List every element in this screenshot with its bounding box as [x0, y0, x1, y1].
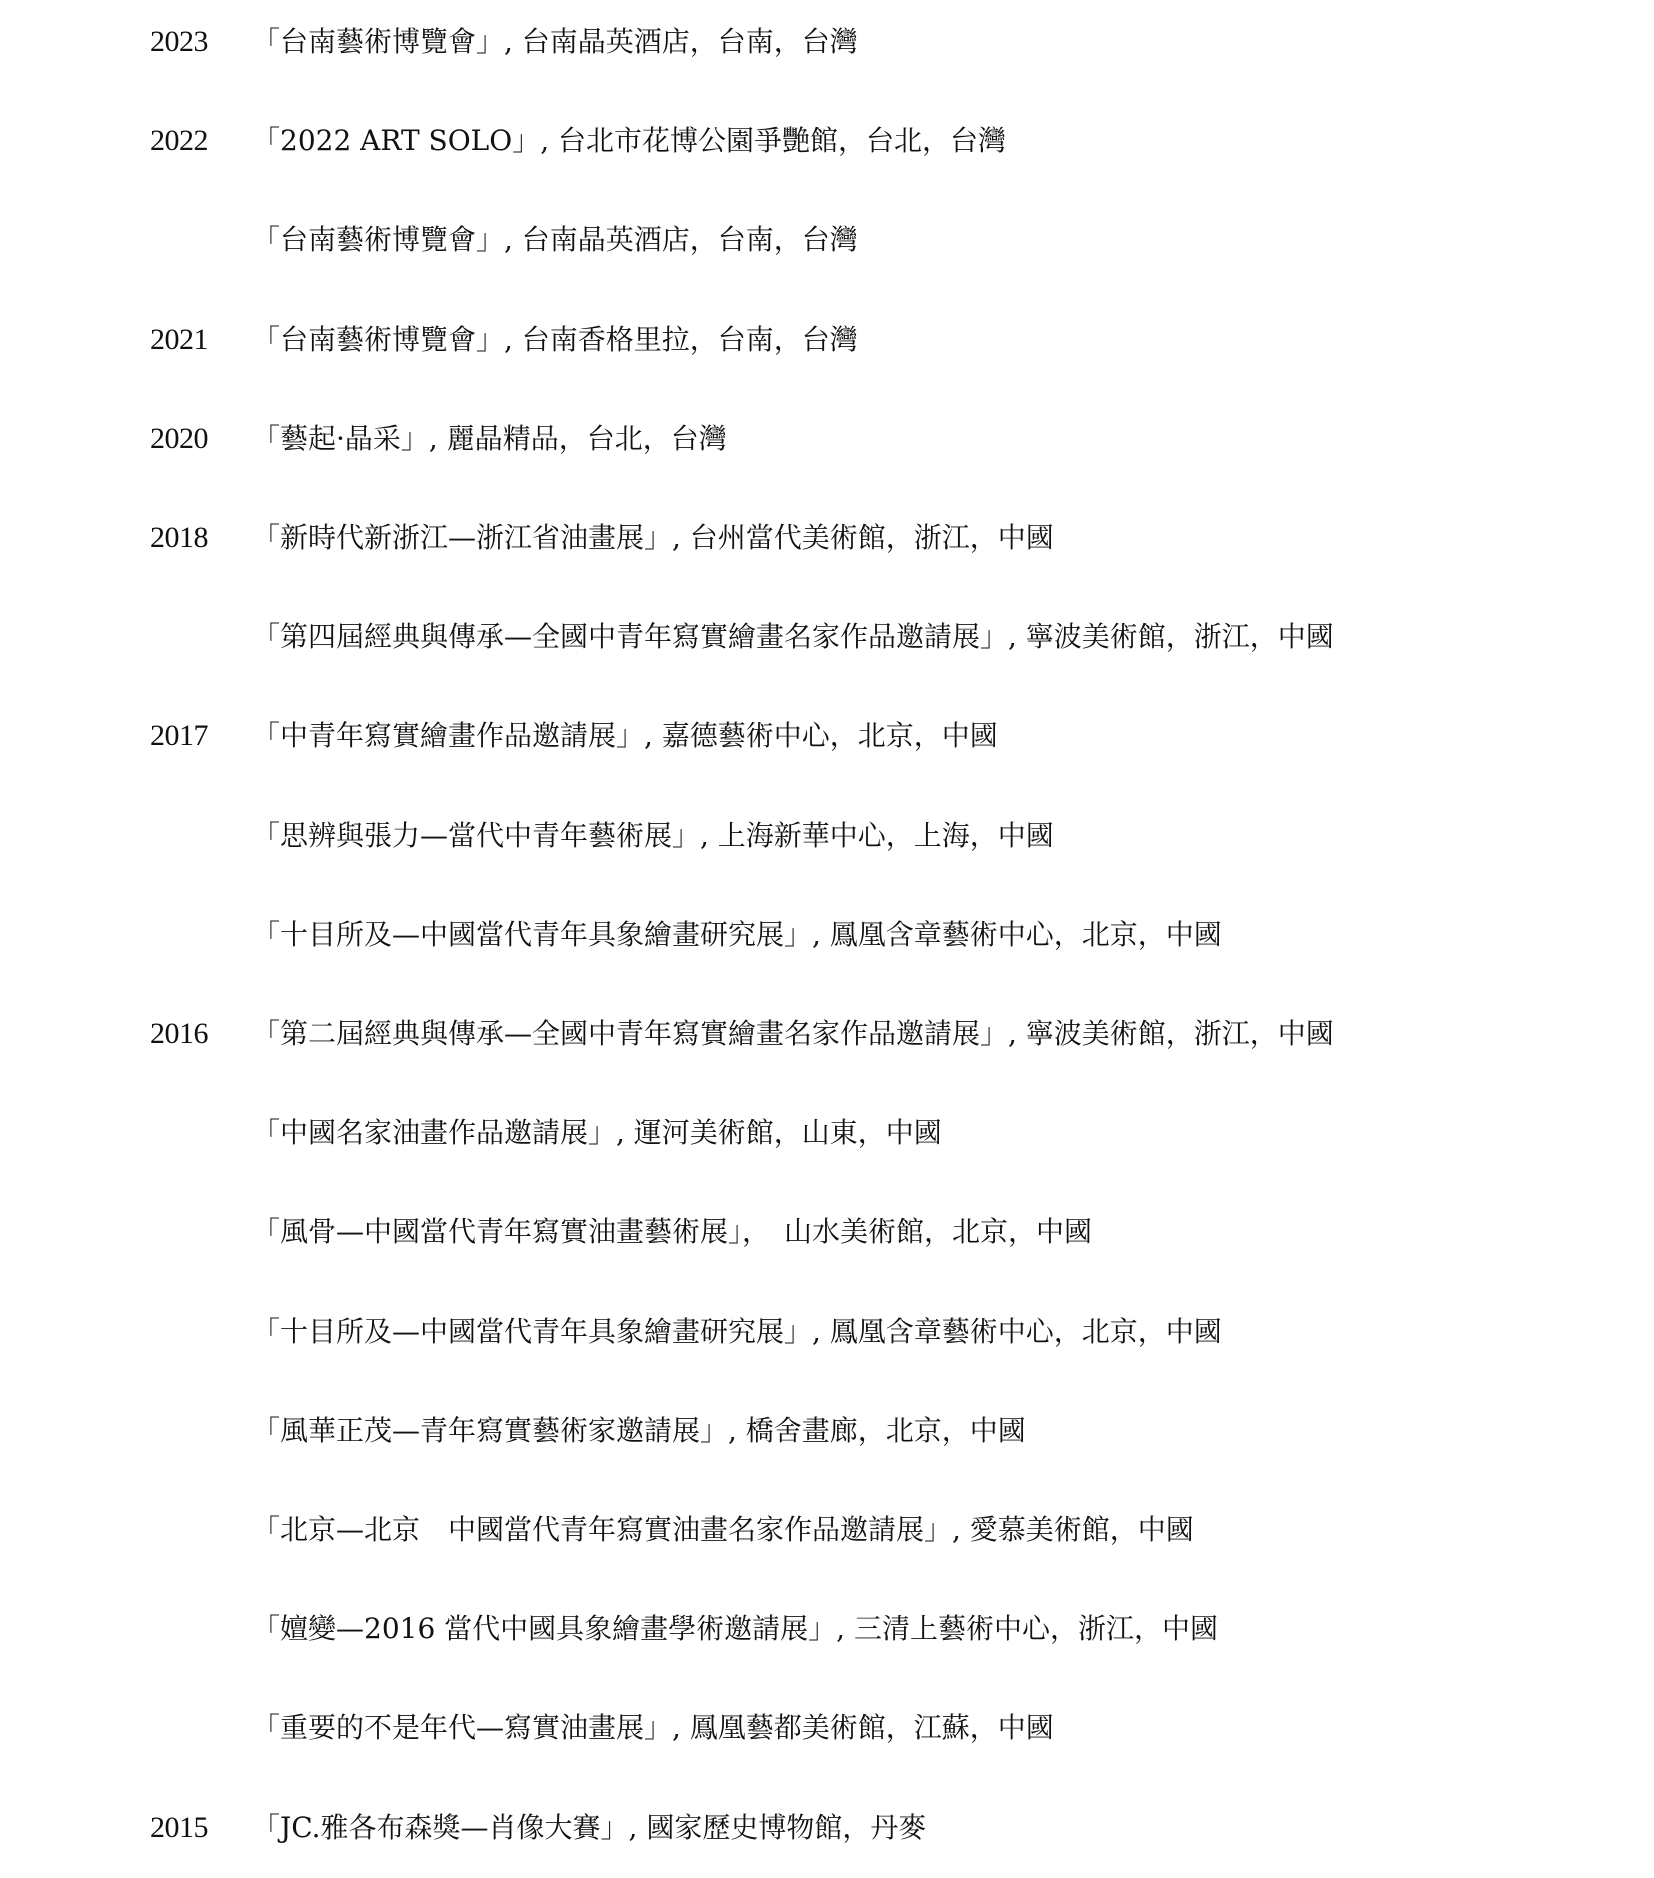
exhibition-row — [0, 1302, 1654, 1362]
exhibition-entry: 「台南藝術博覽會」, 台南晶英酒店，台南，台灣 — [252, 223, 858, 256]
exhibition-row — [0, 806, 1654, 866]
exhibition-entry: 「藝起·晶采」, 麗晶精品，台北，台灣 — [252, 422, 727, 455]
exhibition-entry: 「JC.雅各布森獎—肖像大賽」, 國家歷史博物館，丹麥 — [252, 1811, 927, 1844]
exhibition-row — [0, 1401, 1654, 1461]
exhibition-row — [0, 310, 1654, 370]
exhibition-year: 2015 — [150, 1811, 208, 1844]
exhibition-entry: 「北京—北京 中國當代青年寫實油畫名家作品邀請展」, 愛慕美術館，中國 — [252, 1513, 1194, 1546]
exhibition-entry: 「台南藝術博覽會」, 台南香格里拉，台南，台灣 — [252, 323, 858, 356]
exhibition-entry: 「中國名家油畫作品邀請展」, 運河美術館，山東，中國 — [252, 1116, 942, 1149]
exhibition-row — [0, 1599, 1654, 1659]
exhibition-entry: 「中青年寫實繪畫作品邀請展」, 嘉德藝術中心，北京，中國 — [252, 719, 998, 752]
exhibition-row — [0, 607, 1654, 667]
exhibition-row — [0, 1500, 1654, 1560]
exhibition-year: 2016 — [150, 1017, 208, 1050]
exhibition-year: 2022 — [150, 124, 208, 157]
exhibition-entry: 「風骨—中國當代青年寫實油畫藝術展」， 山水美術館，北京，中國 — [252, 1215, 1093, 1248]
exhibition-entry: 「新時代新浙江—浙江省油畫展」, 台州當代美術館，浙江，中國 — [252, 521, 1054, 554]
exhibition-entry: 「2022 ART SOLO」, 台北市花博公園爭艷館，台北，台灣 — [252, 124, 1007, 157]
exhibition-entry: 「思辨與張力—當代中青年藝術展」, 上海新華中心，上海，中國 — [252, 819, 1054, 852]
exhibition-entry: 「第二屆經典與傳承—全國中青年寫實繪畫名家作品邀請展」, 寧波美術館，浙江，中國 — [252, 1017, 1334, 1050]
exhibition-entry: 「嬗變—2016 當代中國具象繪畫學術邀請展」, 三清上藝術中心，浙江，中國 — [252, 1612, 1218, 1645]
exhibition-row — [0, 409, 1654, 469]
exhibition-row — [0, 1004, 1654, 1064]
exhibition-year: 2023 — [150, 25, 208, 58]
exhibition-row — [0, 210, 1654, 270]
exhibition-year: 2021 — [150, 323, 208, 356]
exhibition-entry: 「重要的不是年代—寫實油畫展」, 鳳凰藝都美術館，江蘇，中國 — [252, 1711, 1054, 1744]
exhibition-year: 2017 — [150, 719, 208, 752]
exhibition-entry: 「台南藝術博覽會」, 台南晶英酒店，台南，台灣 — [252, 25, 858, 58]
exhibition-year: 2020 — [150, 422, 208, 455]
exhibition-row — [0, 508, 1654, 568]
exhibition-row — [0, 706, 1654, 766]
exhibition-row — [0, 1798, 1654, 1858]
exhibition-row — [0, 1698, 1654, 1758]
exhibition-row — [0, 111, 1654, 171]
exhibition-entry: 「風華正茂—青年寫實藝術家邀請展」, 橋舍畫廊，北京，中國 — [252, 1414, 1026, 1447]
exhibition-row — [0, 905, 1654, 965]
exhibition-row — [0, 1103, 1654, 1163]
exhibition-entry: 「十目所及—中國當代青年具象繪畫研究展」, 鳳凰含章藝術中心，北京，中國 — [252, 1315, 1222, 1348]
exhibition-entry: 「第四屆經典與傳承—全國中青年寫實繪畫名家作品邀請展」, 寧波美術館，浙江，中國 — [252, 620, 1334, 653]
exhibition-row — [0, 12, 1654, 72]
exhibition-year: 2018 — [150, 521, 208, 554]
exhibition-row — [0, 1202, 1654, 1262]
exhibition-entry: 「十目所及—中國當代青年具象繪畫研究展」, 鳳凰含章藝術中心，北京，中國 — [252, 918, 1222, 951]
